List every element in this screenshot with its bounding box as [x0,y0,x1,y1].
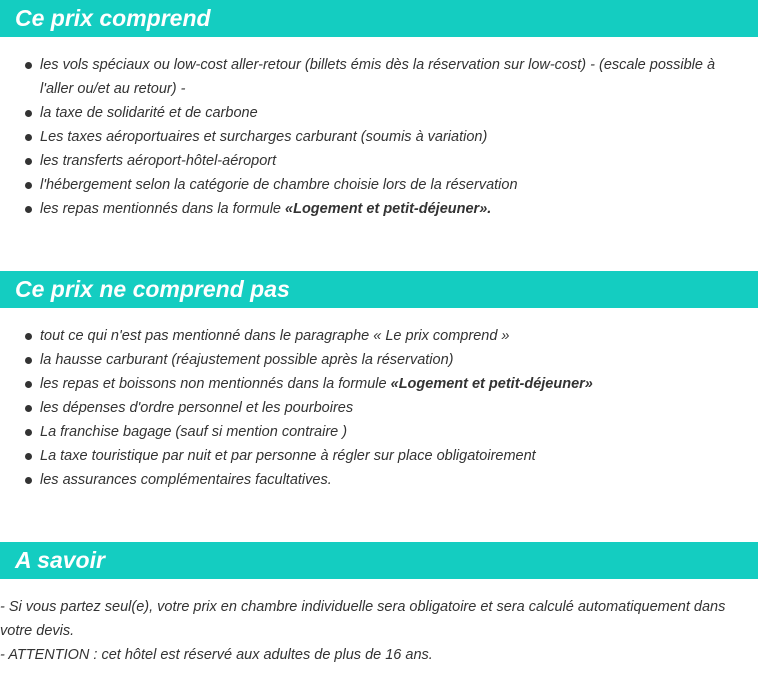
section-title-excludes: Ce prix ne comprend pas [0,271,758,308]
list-item-text: les vols spéciaux ou low-cost aller-retour (billets émis dès la réservation sur low-cost) - (escale possible à l'aller ou/et au retour) - [40,57,716,97]
list-item-text: l'hébergement selon la catégorie de chambre choisie lors de la réservation [40,177,518,193]
list-item-strong: «Logement et petit-déjeuner». [285,201,492,217]
bullet-icon [25,429,32,436]
bullet-icon [25,357,32,364]
bullet-icon [25,110,32,117]
list-item [0,348,758,372]
list-item [0,444,758,468]
list-item-text: les assurances complémentaires facultatives. [40,472,332,488]
bullet-icon [25,477,32,484]
list-item-text: la hausse carburant (réajustement possible après la réservation) [40,352,454,368]
note-paragraph: - Si vous partez seul(e), votre prix en chambre individuelle sera obligatoire et sera calculé automatiquement dans votre devis. [0,599,726,639]
list-item [0,53,758,101]
list-item [0,125,758,149]
list-item-text: La franchise bagage (sauf si mention contraire ) [40,424,348,440]
list-item [0,396,758,420]
list-item-text: tout ce qui n'est pas mentionné dans le paragraphe « Le prix comprend » [40,328,510,344]
bullet-icon [25,158,32,165]
list-item-text: les transferts aéroport-hôtel-aéroport [40,153,277,169]
note-paragraph: - ATTENTION : cet hôtel est réservé aux adultes de plus de 16 ans. [0,647,433,663]
section-title-includes: Ce prix comprend [0,0,758,37]
list-item-text: la taxe de solidarité et de carbone [40,105,258,121]
list-item-text: La taxe touristique par nuit et par personne à régler sur place obligatoirement [40,448,536,464]
list-item [0,149,758,173]
section-title-know: A savoir [0,542,758,579]
list-item [0,101,758,125]
list-item [0,197,758,221]
excludes-list [0,324,758,492]
list-item [0,372,758,396]
list-item [0,468,758,492]
bullet-icon [25,134,32,141]
bullet-icon [25,405,32,412]
list-item-text: les dépenses d'ordre personnel et les pourboires [40,400,354,416]
bullet-icon [25,182,32,189]
bullet-icon [25,62,32,69]
bullet-icon [25,206,32,213]
list-item-text: Les taxes aéroportuaires et surcharges carburant (soumis à variation) [40,129,488,145]
bullet-icon [25,453,32,460]
includes-list [0,53,758,221]
bullet-icon [25,333,32,340]
bullet-icon [25,381,32,388]
notes-block [0,595,752,667]
list-item-text: les repas et boissons non mentionnés dans la formule [40,376,391,392]
list-item [0,173,758,197]
list-item-strong: «Logement et petit-déjeuner» [390,376,593,392]
list-item [0,420,758,444]
list-item-text: les repas mentionnés dans la formule [40,201,286,217]
list-item [0,324,758,348]
